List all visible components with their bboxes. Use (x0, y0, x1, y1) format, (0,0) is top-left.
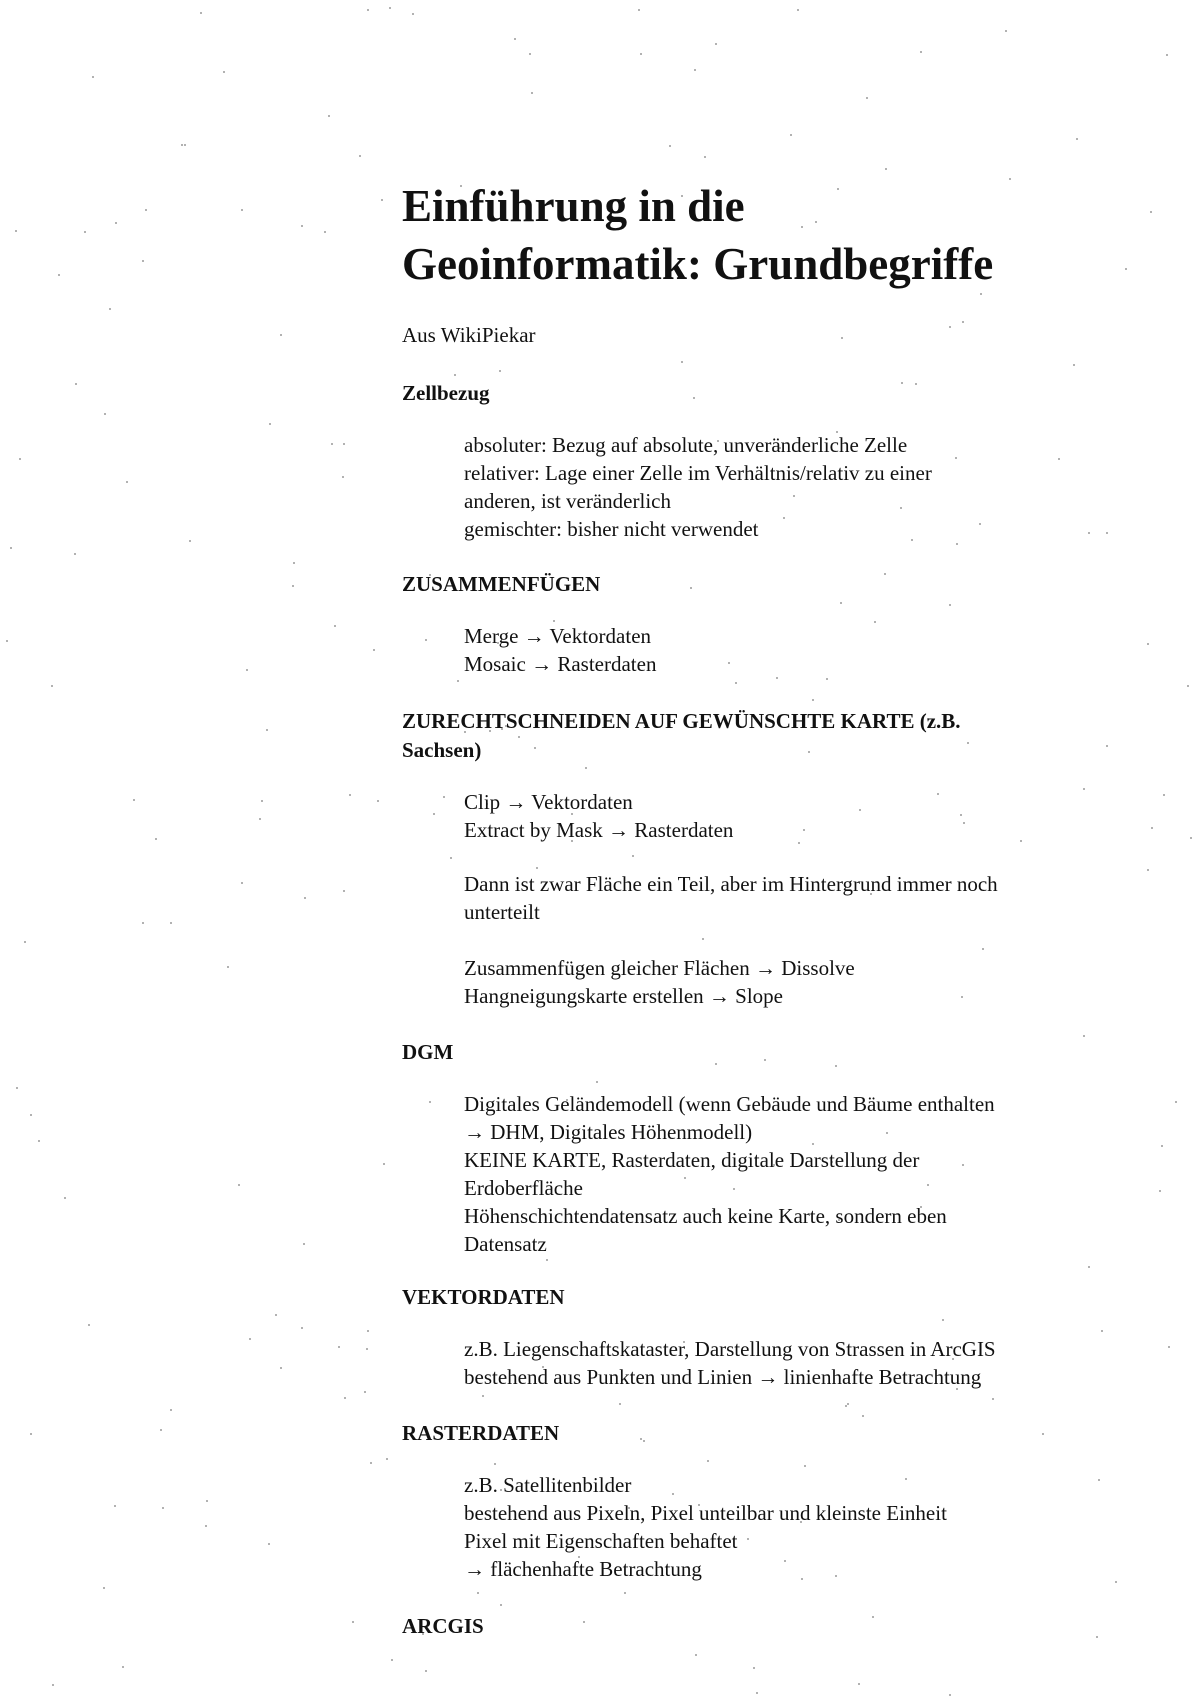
scan-speck (328, 115, 330, 117)
scan-speck (52, 1684, 54, 1686)
scan-speck (142, 260, 144, 262)
scan-speck (942, 1319, 944, 1321)
scan-speck (1088, 1266, 1090, 1268)
scan-speck (84, 231, 86, 233)
list-item: absoluter: Bezug auf absolute, unveränderliche Zelle (464, 433, 908, 457)
scan-speck (715, 43, 717, 45)
list-zellbezug (464, 431, 1124, 543)
list-item: z.B. Satellitenbilder (464, 1473, 632, 1497)
scan-speck (30, 1114, 32, 1116)
list-item: bestehend aus Punkten und Linien → linienhafte Betrachtung (464, 1365, 982, 1389)
scan-speck (280, 1367, 282, 1369)
scan-speck (280, 334, 282, 336)
scan-speck (885, 168, 887, 170)
scan-speck (962, 321, 964, 323)
scan-speck (109, 308, 111, 310)
scan-speck (499, 370, 501, 372)
scan-speck (429, 1101, 431, 1103)
scan-speck (624, 1592, 626, 1594)
scan-speck (992, 1398, 994, 1400)
scan-speck (1163, 794, 1165, 796)
scan-speck (303, 1243, 305, 1245)
scan-speck (349, 794, 351, 796)
scan-speck (261, 800, 263, 802)
heading-dgm: DGM (402, 1040, 454, 1064)
heading-rasterdaten: RASTERDATEN (402, 1421, 560, 1445)
scan-speck (104, 413, 106, 415)
scan-speck (88, 1324, 90, 1326)
scan-speck (790, 134, 792, 136)
list-item: gemischter: bisher nicht verwendet (464, 517, 759, 541)
scan-speck (6, 640, 8, 642)
scan-speck (694, 69, 696, 71)
scan-speck (1151, 827, 1153, 829)
scan-speck (1159, 1190, 1161, 1192)
heading-line: Sachsen) (402, 738, 482, 762)
scan-speck (695, 1654, 697, 1656)
scan-speck (206, 1500, 208, 1502)
scan-speck (529, 53, 531, 55)
scan-speck (352, 1621, 354, 1623)
scan-speck (227, 966, 229, 968)
scan-speck (443, 796, 445, 798)
scan-speck (189, 540, 191, 542)
list-item: Hangneigungskarte erstellen → Slope (464, 984, 783, 1008)
scan-speck (334, 625, 336, 627)
heading-vektordaten: VEKTORDATEN (402, 1285, 565, 1309)
list-item: KEINE KARTE, Rasterdaten, digitale Darstellung der (464, 1148, 920, 1172)
scan-speck (702, 938, 704, 940)
scan-speck (181, 144, 183, 146)
scan-speck (1175, 1101, 1177, 1103)
scan-speck (344, 1397, 346, 1399)
scan-speck (433, 813, 435, 815)
scan-speck (200, 12, 202, 14)
scan-speck (1073, 364, 1075, 366)
scan-speck (632, 855, 634, 857)
scan-speck (847, 1403, 849, 1405)
scan-speck (160, 1429, 162, 1431)
scan-speck (51, 685, 53, 687)
list-dgm (464, 1090, 1124, 1258)
scan-speck (1150, 211, 1152, 213)
scan-speck (74, 553, 76, 555)
scan-speck (19, 458, 21, 460)
scan-speck (15, 230, 17, 232)
scan-speck (707, 1460, 709, 1462)
heading-zurechtschneiden (402, 707, 1102, 765)
scan-speck (1190, 837, 1192, 839)
scan-speck (301, 1327, 303, 1329)
scan-speck (359, 155, 361, 157)
scan-speck (980, 293, 982, 295)
scan-speck (64, 1197, 66, 1199)
scan-speck (389, 7, 391, 9)
scan-speck (1168, 1346, 1170, 1348)
list-item: Digitales Geländemodell (wenn Gebäude und Bäume enthalten (464, 1092, 995, 1116)
scan-speck (982, 948, 984, 950)
scan-speck (1147, 869, 1149, 871)
scan-speck (450, 857, 452, 859)
scan-speck (845, 1405, 847, 1407)
list-item: Clip → Vektordaten (464, 790, 633, 814)
list-zusammenfuegen (464, 622, 1124, 678)
scan-speck (949, 604, 951, 606)
list-item: Merge → Vektordaten (464, 624, 652, 648)
scan-speck (425, 1670, 427, 1672)
scan-speck (454, 374, 456, 376)
scan-speck (1076, 138, 1078, 140)
scan-speck (514, 38, 516, 40)
scan-speck (531, 92, 533, 94)
scan-speck (162, 1507, 164, 1509)
scan-speck (858, 1683, 860, 1685)
title-line-1: Einführung in die (402, 181, 745, 231)
list-item: → DHM, Digitales Höhenmodell) (464, 1120, 753, 1144)
scan-speck (103, 1587, 105, 1589)
list-item: Erdoberfläche (464, 1176, 583, 1200)
scan-speck (1083, 1035, 1085, 1037)
list-item: Höhenschichtendatensatz auch keine Karte, sondern eben (464, 1204, 947, 1228)
scan-speck (142, 922, 144, 924)
scan-speck (266, 729, 268, 731)
scan-speck (669, 145, 671, 147)
heading-zusammenfuegen: ZUSAMMENFÜGEN (402, 572, 601, 596)
scan-speck (482, 1395, 484, 1397)
scan-speck (753, 1667, 755, 1669)
scan-speck (24, 941, 26, 943)
scan-speck (92, 76, 94, 78)
scan-speck (292, 585, 294, 587)
scan-speck (241, 882, 243, 884)
list-item: relativer: Lage einer Zelle im Verhältnis/relativ zu einer (464, 461, 932, 485)
scan-speck (704, 156, 706, 158)
scan-speck (949, 1694, 951, 1696)
scan-speck (249, 1338, 251, 1340)
scan-speck (536, 867, 538, 869)
scan-speck (126, 481, 128, 483)
paragraph-zurechtschneiden (464, 870, 1124, 926)
list-item: unterteilt (464, 900, 540, 924)
scan-speck (596, 1081, 598, 1083)
scan-speck (16, 1087, 18, 1089)
scan-speck (585, 767, 587, 769)
scan-speck (301, 225, 303, 227)
scan-speck (133, 799, 135, 801)
scan-speck (304, 897, 306, 899)
scan-speck (391, 1659, 393, 1661)
list-vektordaten (464, 1335, 1124, 1391)
scan-speck (338, 1346, 340, 1348)
scan-speck (1005, 30, 1007, 32)
scan-speck (145, 209, 147, 211)
scan-speck (343, 443, 345, 445)
scan-speck (840, 602, 842, 604)
scan-speck (269, 423, 271, 425)
scan-speck (170, 922, 172, 924)
scan-speck (619, 1403, 621, 1405)
list-rasterdaten (464, 1471, 1124, 1583)
page-title (402, 177, 1142, 293)
list-item: → flächenhafte Betrachtung (464, 1557, 702, 1581)
list-item: Extract by Mask → Rasterdaten (464, 818, 734, 842)
scan-speck (381, 199, 383, 201)
scan-speck (38, 1140, 40, 1142)
list-item: Pixel mit Eigenschaften behaftet (464, 1529, 738, 1553)
scan-speck (377, 800, 379, 802)
scan-speck (331, 443, 333, 445)
scan-speck (1166, 54, 1168, 56)
scan-speck (681, 361, 683, 363)
scan-speck (241, 209, 243, 211)
scan-speck (956, 543, 958, 545)
scan-speck (1187, 685, 1189, 687)
scan-speck (324, 231, 326, 233)
scan-speck (841, 337, 843, 339)
list-item: Mosaic → Rasterdaten (464, 652, 657, 676)
scan-speck (1161, 1145, 1163, 1147)
scan-speck (797, 9, 799, 11)
scan-speck (205, 1525, 207, 1527)
scan-speck (920, 51, 922, 53)
list-item: bestehend aus Pixeln, Pixel unteilbar und kleinste Einheit (464, 1501, 947, 1525)
scan-speck (494, 1463, 496, 1465)
scan-speck (1147, 643, 1149, 645)
title-line-2: Geoinformatik: Grundbegriffe (402, 239, 994, 289)
scan-speck (383, 1163, 385, 1165)
source-note: Aus WikiPiekar (402, 323, 536, 347)
scan-speck (826, 678, 828, 680)
heading-zellbezug: Zellbezug (402, 381, 490, 405)
scan-speck (1106, 745, 1108, 747)
scan-speck (184, 144, 186, 146)
scan-speck (30, 1433, 32, 1435)
scan-speck (812, 699, 814, 701)
list-zurechtschneiden-more (464, 954, 1124, 1010)
scan-speck (862, 1415, 864, 1417)
list-item: anderen, ist veränderlich (464, 489, 671, 513)
scan-speck (259, 818, 261, 820)
scan-speck (425, 639, 427, 641)
list-item: z.B. Liegenschaftskataster, Darstellung von Strassen in ArcGIS (464, 1337, 996, 1361)
scan-speck (370, 1462, 372, 1464)
list-item: Zusammenfügen gleicher Flächen → Dissolve (464, 956, 855, 980)
list-item: Dann ist zwar Fläche ein Teil, aber im Hintergrund immer noch (464, 872, 998, 896)
scan-speck (75, 383, 77, 385)
scan-speck (343, 890, 345, 892)
scan-speck (275, 1314, 277, 1316)
scan-speck (804, 1465, 806, 1467)
scan-speck (640, 53, 642, 55)
scan-speck (1101, 1330, 1103, 1332)
scan-speck (223, 71, 225, 73)
scan-speck (367, 1330, 369, 1332)
list-zurechtschneiden-tools (464, 788, 1124, 844)
scan-speck (367, 9, 369, 11)
scan-speck (58, 274, 60, 276)
scan-speck (373, 649, 375, 651)
scan-speck (949, 326, 951, 328)
scan-speck (638, 9, 640, 11)
scan-speck (115, 222, 117, 224)
scan-speck (268, 1543, 270, 1545)
scan-speck (155, 838, 157, 840)
scan-speck (293, 562, 295, 564)
scan-speck (238, 1184, 240, 1186)
list-item: Datensatz (464, 1232, 547, 1256)
heading-line: ZURECHTSCHNEIDEN AUF GEWÜNSCHTE KARTE (z.B. (402, 709, 961, 733)
scan-speck (386, 1458, 388, 1460)
scan-speck (170, 1409, 172, 1411)
scan-speck (477, 1592, 479, 1594)
scan-speck (10, 547, 12, 549)
scan-speck (342, 476, 344, 478)
scan-speck (114, 1505, 116, 1507)
scan-speck (866, 97, 868, 99)
scan-speck (457, 680, 459, 682)
scan-speck (412, 13, 414, 15)
scan-speck (246, 669, 248, 671)
scan-speck (735, 682, 737, 684)
scan-speck (364, 1391, 366, 1393)
scan-speck (122, 1666, 124, 1668)
scan-speck (756, 1692, 758, 1694)
scan-speck (366, 1348, 368, 1350)
scan-speck (500, 1604, 502, 1606)
scan-speck (546, 1259, 548, 1261)
heading-arcgis: ARCGIS (402, 1614, 484, 1638)
